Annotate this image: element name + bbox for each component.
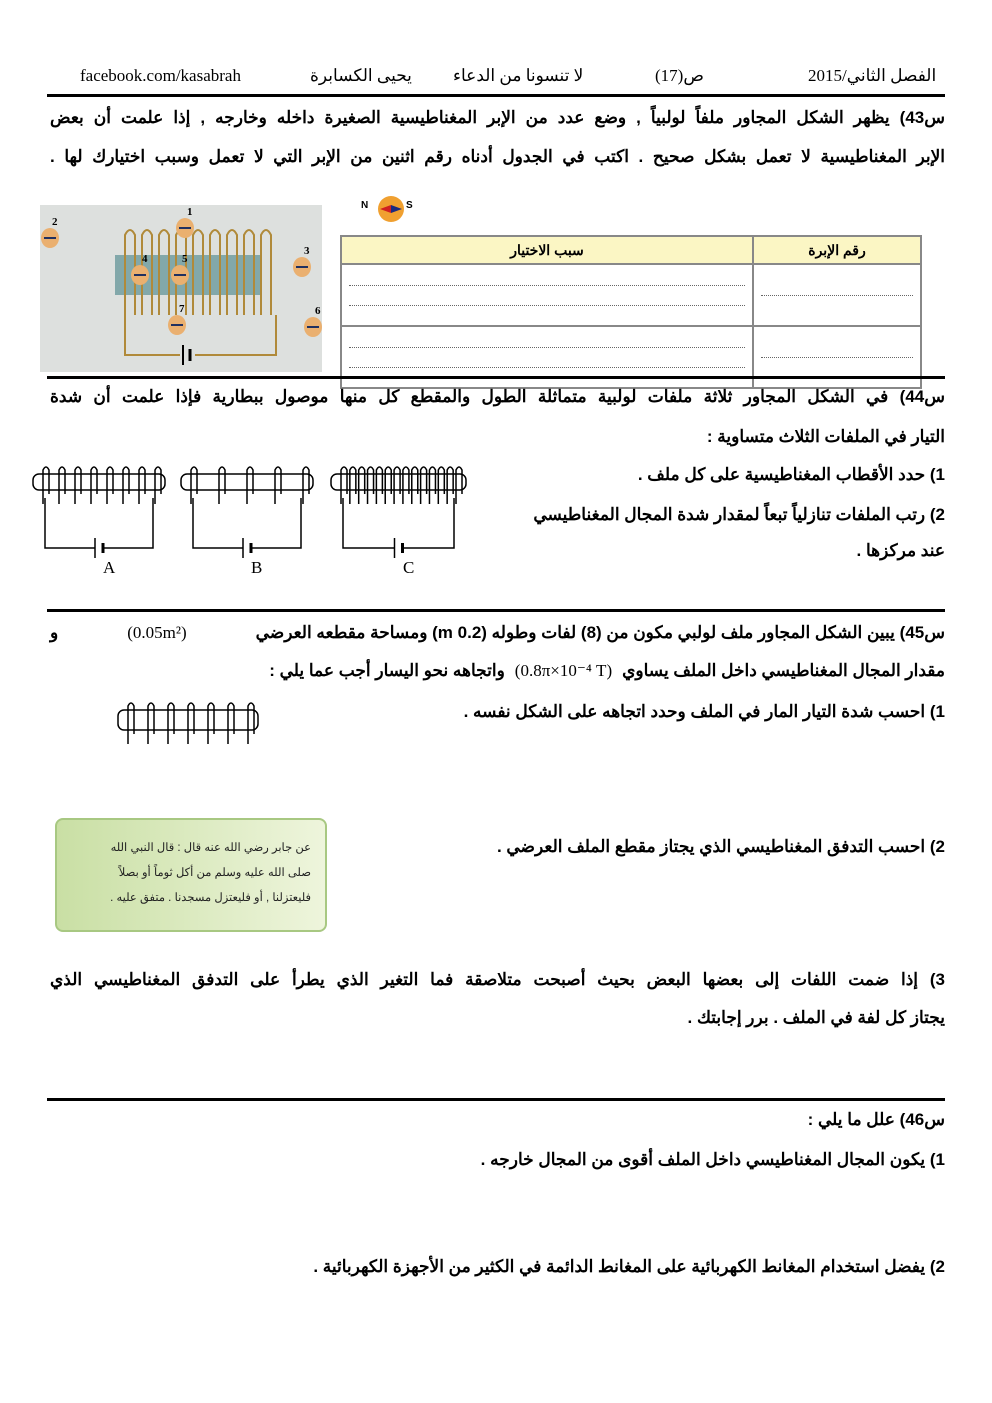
field-value: (0.8π×10⁻⁴ T) <box>514 661 613 680</box>
and-word: و <box>50 623 59 642</box>
q45-line2: مقدار المجال المغناطيسي داخل الملف يساوي <box>622 661 945 680</box>
q43-text: س43) يظهر الشكل المجاور ملفاً لولبياً , وضع عدد من الإبر المغناطيسية الصغيرة داخله وخارجه , إذا علمت أن بعض <box>50 108 945 127</box>
q44-item-2: 2) رتب الملفات تنازلياً تبعاً لمقدار شدة المجال المغناطيسي <box>533 505 945 524</box>
hadith-line: فليعتزلنا , أو فليعتزل مسجدنا . متفق عليه . <box>110 892 311 904</box>
q44-item-2: عند مركزها . <box>856 541 945 560</box>
solenoid-diagram <box>115 698 265 748</box>
solenoid-needles-figure <box>40 205 322 372</box>
hadith-scroll <box>55 818 327 932</box>
needle-label: 1 <box>187 206 193 218</box>
q44-text: س44) في الشكل المجاور ثلاثة ملفات لولبية متماثلة الطول والمقطع كل منها موصول ببطارية فإذا علمت أن شدة <box>50 387 945 406</box>
q44-item-1: 1) حدد الأقطاب المغناطيسية على كل ملف . <box>637 465 945 484</box>
header-needle-number: رقم الإبرة <box>753 236 921 264</box>
q45-line2b: واتجاهه نحو اليسار أجب عما يلي : <box>269 661 505 680</box>
q46-title: س46) علل ما يلي : <box>807 1110 945 1129</box>
q46-item-1: 1) يكون المجال المغناطيسي داخل الملف أقوى من المجال خارجه . <box>480 1150 945 1169</box>
author: يحيى الكسابرة <box>310 66 412 85</box>
divider <box>47 94 945 97</box>
q45-item-3: 3) إذا ضمت اللفات إلى بعضها البعض بحيث أصبحت متلاصقة فما التغير الذي يطرأ على التدفق المغناطيسي الذي <box>50 970 945 989</box>
needle-label: 6 <box>315 305 321 317</box>
compass-n-label: N <box>361 200 369 211</box>
q43-text: الإبر المغناطيسية لا تعمل بشكل صحيح . اكتب في الجدول أدناه رقم اثنين من الإبر التي لا تعمل وسبب اختيارك لها . <box>50 147 945 166</box>
compass-icon <box>361 194 413 226</box>
answer-table <box>340 235 922 389</box>
q45-text <box>50 623 945 643</box>
needle-label: 7 <box>179 303 185 315</box>
facebook-link: facebook.com/kasabrah <box>80 66 241 85</box>
answer-cell[interactable] <box>753 264 921 326</box>
coil-label-c: C <box>403 558 415 577</box>
divider <box>47 609 945 612</box>
q44-text: التيار في الملفات الثلاث متساوية : <box>706 427 945 446</box>
semester: الفصل الثاني/2015 <box>808 66 937 85</box>
hadith-line: عن جابر رضي الله عنه قال : قال النبي الله <box>110 842 311 854</box>
page-number: ص(17) <box>655 66 704 85</box>
hadith-line: صلى الله عليه وسلم من أكل ثوماً أو بصلاً <box>118 867 311 879</box>
needle-label: 3 <box>304 245 310 257</box>
solenoid-diagram <box>40 205 322 372</box>
compass-s-label: S <box>406 200 413 211</box>
q46-item-2: 2) يفضل استخدام المغانط الكهربائية على المغانط الدائمة في الكثير من الأجهزة الكهربائية . <box>313 1257 945 1276</box>
needle-label: 4 <box>142 253 148 265</box>
q45-text <box>50 661 945 681</box>
area-value: (0.05m²) <box>127 623 187 642</box>
dua-text: لا تنسونا من الدعاء <box>453 66 584 85</box>
divider <box>47 1098 945 1101</box>
divider <box>47 376 945 379</box>
coil-label-b: B <box>251 558 263 577</box>
q45-item-1: 1) احسب شدة التيار المار في الملف وحدد اتجاهه على الشكل نفسه . <box>463 702 945 721</box>
three-coils-diagram <box>28 460 473 560</box>
needle-label: 2 <box>52 216 58 228</box>
q45-item-3: يجتاز كل لفة في الملف . برر إجابتك . <box>687 1008 945 1027</box>
coil-label-a: A <box>103 558 116 577</box>
header-reason: سبب الاختيار <box>341 236 753 264</box>
answer-cell[interactable] <box>341 264 753 326</box>
q45-item-2: 2) احسب التدفق المغناطيسي الذي يجتاز مقطع الملف العرضي . <box>496 837 945 856</box>
needle-label: 5 <box>182 253 188 265</box>
q45-line1: س45) يبين الشكل المجاور ملف لولبي مكون من (8) لفات وطوله (0.2 m) ومساحة مقطعه العرضي <box>255 623 945 642</box>
